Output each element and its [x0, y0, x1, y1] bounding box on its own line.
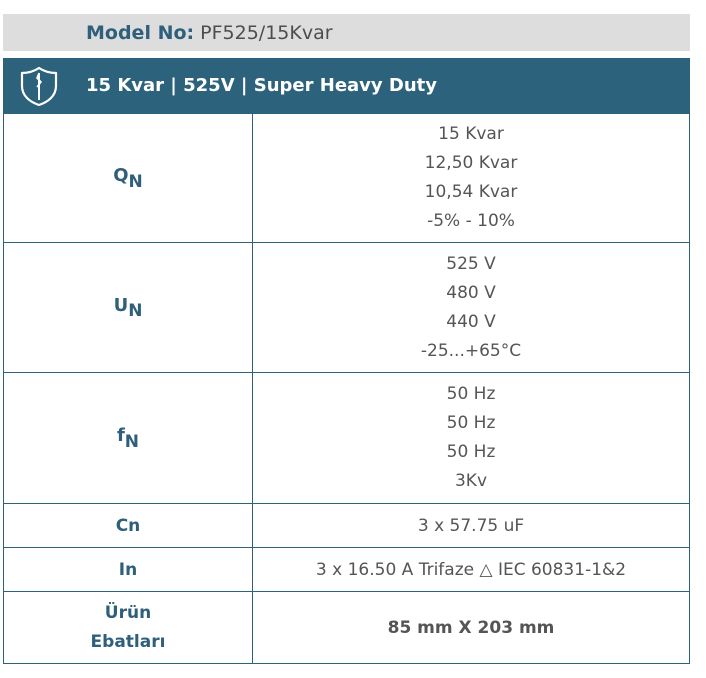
value-line: 525 V — [446, 253, 496, 274]
param-un: $U_N$ — [4, 243, 253, 373]
param-fn: $f_N$ — [4, 373, 253, 504]
value-line: 10,54 Kvar — [424, 182, 518, 202]
model-bar — [3, 14, 690, 51]
value-line: -25...+65°C — [420, 340, 522, 361]
value-cell — [253, 243, 690, 373]
header-title: 15 Kvar | 525V | Super Heavy Duty — [86, 75, 437, 96]
value-cell: 3 x 16.50 A Trifaze △ IEC 60831-1&2 — [253, 548, 690, 592]
model-value: PF525/15Kvar — [200, 21, 333, 44]
shield-icon — [16, 64, 62, 108]
value-line: 50 Hz — [446, 413, 496, 433]
param-cn: Cn — [4, 504, 253, 548]
value-line: 3Kv — [454, 471, 488, 491]
table-row — [4, 114, 690, 243]
spec-header — [3, 58, 690, 113]
value-line: 50 Hz — [446, 442, 496, 462]
table-row — [4, 243, 690, 373]
value-line: 15 Kvar — [438, 124, 504, 144]
value-cell — [253, 373, 690, 504]
param-in: In — [4, 548, 253, 592]
value-line: 480 V — [446, 282, 496, 303]
model-label: Model No: — [86, 21, 195, 44]
param-qn: $Q_N$ — [4, 114, 253, 243]
table-row — [4, 592, 690, 664]
value-line: 12,50 Kvar — [424, 153, 518, 173]
value-line: 50 Hz — [446, 384, 496, 404]
value-line: 440 V — [446, 311, 496, 332]
value-cell: 3 x 57.75 uF — [253, 504, 690, 548]
param-label-line: Ebatları — [90, 631, 166, 652]
value-line: -5% - 10% — [427, 211, 515, 231]
value-cell — [253, 114, 690, 243]
param-dimensions — [4, 592, 253, 664]
param-label-line: Ürün — [104, 602, 152, 623]
spec-table — [3, 113, 690, 664]
table-row — [4, 504, 690, 548]
value-cell: 85 mm X 203 mm — [253, 592, 690, 664]
table-row — [4, 548, 690, 592]
table-row — [4, 373, 690, 504]
